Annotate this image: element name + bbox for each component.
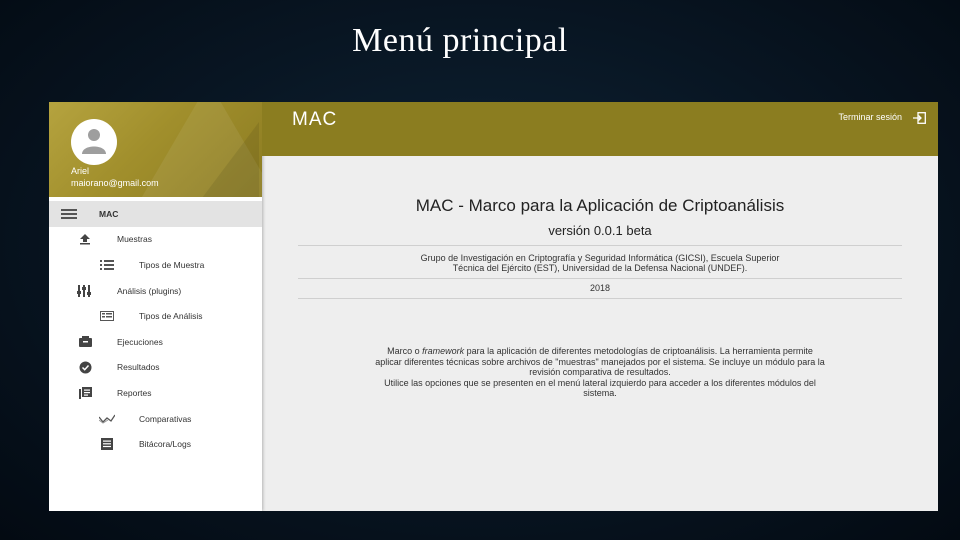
- group-info: [322, 253, 878, 273]
- list-icon: [99, 258, 115, 272]
- check-circle-icon: [77, 360, 93, 374]
- version-label: versión 0.0.1 beta: [548, 223, 652, 238]
- description-line: aplicar diferentes técnicas sobre archivos de "muestras" manejados por el sistema. Se incluye un módulo para la: [375, 356, 825, 367]
- menu-item-bitacora-logs[interactable]: [49, 431, 262, 457]
- menu-item-reportes[interactable]: [49, 380, 262, 406]
- menu-item-label: Tipos de Análisis: [139, 311, 203, 322]
- menu-item-label: Análisis (plugins): [117, 285, 182, 296]
- menu-item-resultados[interactable]: [49, 355, 262, 381]
- menu-item-mac[interactable]: [49, 201, 262, 227]
- compare-icon: [99, 412, 115, 426]
- menu-item-comparativas[interactable]: [49, 406, 262, 432]
- framework-emphasis: framework: [422, 346, 465, 356]
- description-line: Utilice las opciones que se presenten en el menú lateral izquierdo para acceder a los diferentes módulos del: [384, 377, 816, 388]
- user-email: maiorano@gmail.com: [71, 178, 159, 188]
- main-heading: MAC - Marco para la Aplicación de Criptoanálisis: [415, 196, 785, 215]
- menu-item-label: Tipos de Muestra: [139, 259, 205, 270]
- logout-icon[interactable]: [913, 111, 926, 129]
- user-icon: [82, 128, 106, 154]
- description-line: sistema.: [583, 388, 617, 398]
- menu-item-label: Resultados: [117, 362, 160, 373]
- menu-item-ejecuciones[interactable]: [49, 329, 262, 355]
- group-line: Grupo de Investigación en Criptografía y Seguridad Informática (GICSI), Escuela Superior: [420, 253, 780, 263]
- main-content: [262, 156, 938, 511]
- menu-item-label: Muestras: [117, 234, 152, 245]
- user-name: Ariel: [71, 166, 90, 176]
- menu-item-muestras[interactable]: [49, 227, 262, 253]
- menu-item-label: Bitácora/Logs: [139, 439, 191, 450]
- description: [298, 346, 902, 399]
- menu-item-analisis[interactable]: [49, 278, 262, 304]
- menu-item-tipos-de-muestra[interactable]: [49, 252, 262, 278]
- profile-header: [49, 102, 262, 197]
- divider: [298, 278, 902, 279]
- log-icon: [99, 437, 115, 451]
- app-screenshot: [49, 102, 938, 511]
- list-box-icon: [99, 309, 115, 323]
- menu-item-label: Reportes: [117, 387, 152, 398]
- description-line: Marco o framework para la aplicación de diferentes metodologías de criptoanálisis. La herramienta permite: [387, 346, 813, 356]
- side-menu: [49, 201, 262, 457]
- slide-title: Menú principal: [352, 22, 568, 59]
- app-top-bar: [262, 102, 938, 156]
- year-label: 2018: [589, 283, 611, 293]
- divider: [298, 298, 902, 299]
- upload-icon: [77, 232, 93, 246]
- menu-item-label: Ejecuciones: [117, 336, 163, 347]
- sidebar: [49, 102, 262, 511]
- menu-item-label: MAC: [99, 208, 119, 219]
- logout-link[interactable]: Terminar sesión: [838, 112, 902, 122]
- sliders-icon: [77, 284, 93, 298]
- inbox-icon: [77, 335, 93, 349]
- reports-icon: [77, 386, 93, 400]
- divider: [298, 245, 902, 246]
- description-line: revisión comparativa de resultados.: [529, 367, 671, 377]
- group-line: Técnica del Ejército (EST), Universidad de la Defensa Nacional (UNDEF).: [452, 263, 748, 273]
- app-title: MAC: [292, 109, 338, 130]
- menu-icon: [61, 207, 77, 221]
- avatar[interactable]: [71, 119, 117, 165]
- menu-item-tipos-de-analisis[interactable]: [49, 303, 262, 329]
- menu-item-label: Comparativas: [139, 413, 192, 424]
